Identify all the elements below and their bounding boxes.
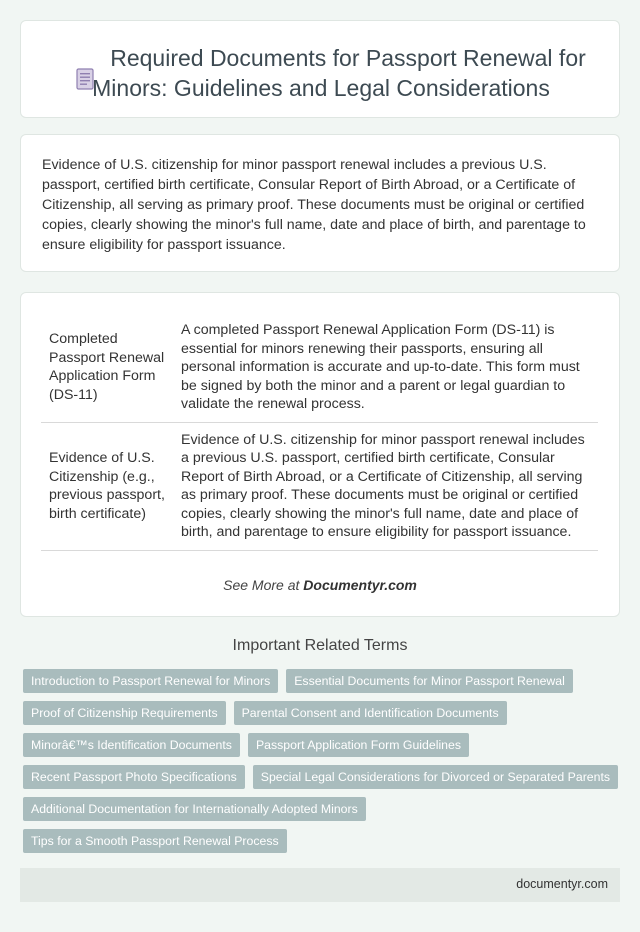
footer: [20, 868, 620, 902]
table-row-description: A completed Passport Renewal Application Form (DS-11) is essential for minors renewing their passports, ensuring all personal information is accurate and up-to-date. This form must be signed by both the minor and a parent or legal guardian to validate the renewal process.: [177, 313, 598, 422]
related-terms-tags: [23, 669, 613, 861]
related-term-tag[interactable]: Proof of Citizenship Requirements: [23, 701, 226, 725]
title-card: [20, 20, 620, 118]
see-more-site[interactable]: Documentyr.com: [303, 577, 417, 593]
tag-row: [23, 701, 613, 725]
see-more-link[interactable]: [21, 577, 619, 593]
table-row: [41, 422, 598, 550]
related-term-tag[interactable]: Minorâ€™s Identification Documents: [23, 733, 240, 757]
table-row-label: Evidence of U.S. Citizenship (e.g., previous passport, birth certificate): [41, 422, 177, 550]
related-term-tag[interactable]: Additional Documentation for Internationally Adopted Minors: [23, 797, 366, 821]
table-row: [41, 313, 598, 422]
table-row-description: Evidence of U.S. citizenship for minor passport renewal includes a previous U.S. passport, certified birth certificate, Consular Report of Birth Abroad, or a Certificate of Citizenship, all serving as primary proof. These documents must be original or certified copies, clearly showing the minor's full name, date and place of birth, and parentage to ensure eligibility for passport issuance.: [177, 422, 598, 550]
related-term-tag[interactable]: Essential Documents for Minor Passport Renewal: [286, 669, 573, 693]
see-more-prefix: See More at: [223, 577, 304, 593]
related-terms-title: Important Related Terms: [232, 637, 408, 654]
tag-row: [23, 669, 613, 693]
tag-row: [23, 829, 613, 853]
page-title-line1: Required Documents for Passport Renewal for: [110, 45, 586, 71]
related-term-tag[interactable]: Recent Passport Photo Specifications: [23, 765, 245, 789]
related-term-tag[interactable]: Parental Consent and Identification Documents: [234, 701, 507, 725]
related-term-tag[interactable]: Introduction to Passport Renewal for Minors: [23, 669, 278, 693]
documents-table-card: [20, 292, 620, 617]
tag-row: [23, 797, 613, 821]
related-term-tag[interactable]: Passport Application Form Guidelines: [248, 733, 469, 757]
summary-card: [20, 134, 620, 272]
footer-site-link[interactable]: documentyr.com: [516, 877, 608, 891]
related-term-tag[interactable]: Tips for a Smooth Passport Renewal Process: [23, 829, 287, 853]
documents-table: [41, 313, 598, 551]
summary-text: Evidence of U.S. citizenship for minor passport renewal includes a previous U.S. passport, certified birth certificate, Consular Report of Birth Abroad, or a Certificate of Citizenship, all serving as primary proof. These documents must be original or certified copies, clearly showing the minor's full name, date and place of birth, and parentage to ensure eligibility for passport issuance.: [42, 157, 586, 253]
table-row-label: Completed Passport Renewal Application Form (DS-11): [41, 313, 177, 422]
tag-row: [23, 765, 613, 789]
related-term-tag[interactable]: Special Legal Considerations for Divorced or Separated Parents: [253, 765, 618, 789]
tag-row: [23, 733, 613, 757]
page-title-line2: Minors: Guidelines and Legal Considerations: [92, 75, 550, 101]
page-title: [61, 43, 599, 103]
